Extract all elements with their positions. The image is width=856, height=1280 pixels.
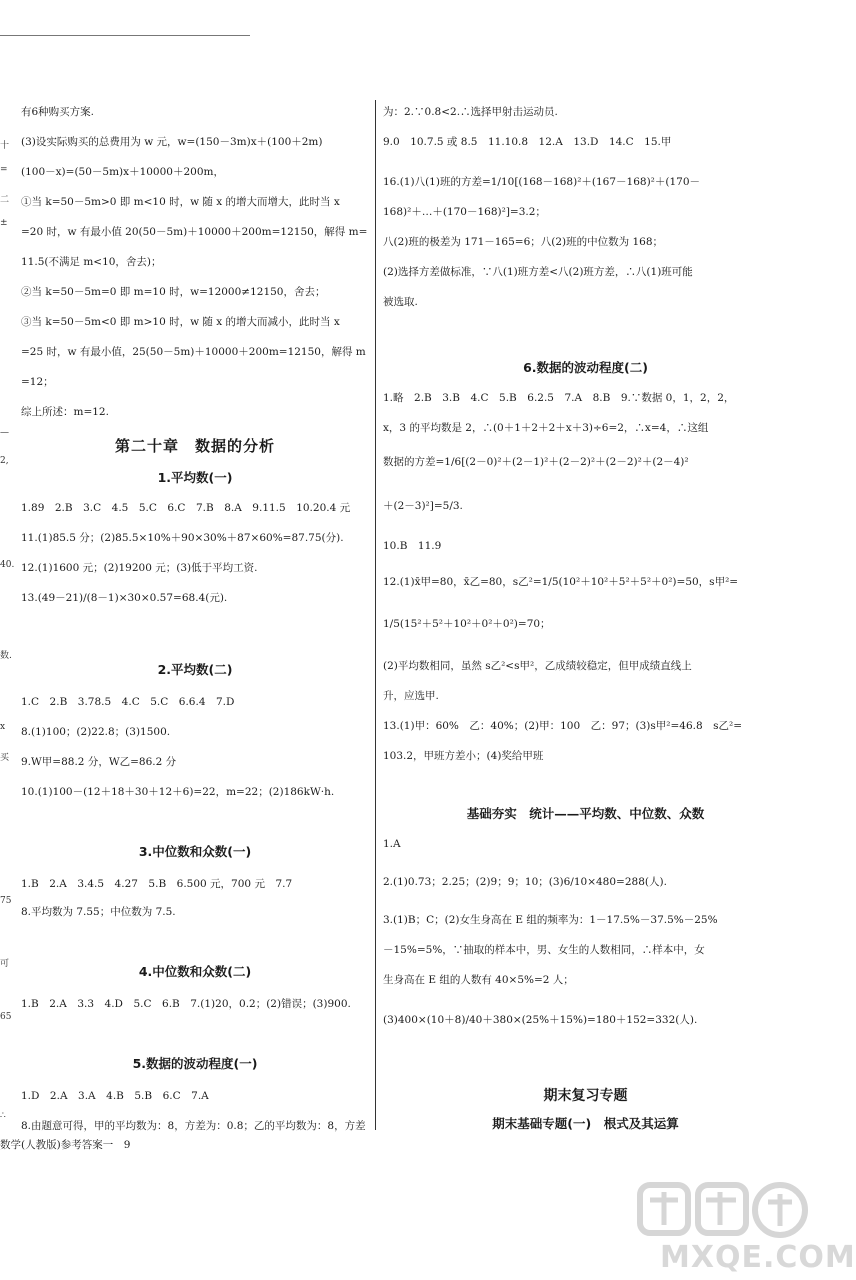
text-line: =25 时，w 有最小值，25(50－5m)＋10000＋200m=12150，解得 m (21, 346, 366, 358)
text-line: 为：2.∵0.8<2.∴选择甲射击运动员. (383, 106, 558, 118)
watermark-text: MXQE.COM (660, 1240, 856, 1275)
section-heading: 2.平均数(二) (157, 662, 233, 677)
text-line: =12； (21, 376, 54, 388)
section-heading: 3.中位数和众数(一) (138, 844, 252, 859)
text-line: 1.B 2.A 3.4.5 4.27 5.B 6.500 元，700 元 7.7 (21, 878, 293, 890)
text-line: 2.(1)0.73；2.25；(2)9；9；10；(3)6/10×480=288(人). (383, 876, 667, 888)
text-line: 11.(1)85.5 分；(2)85.5×10%＋90×30%＋87×60%=87.75(分). (21, 532, 344, 544)
text-line: 12.(1)x̄甲=80，x̄乙=80，s乙²=1/5(10²＋10²＋5²＋5²＋0²)=50，s甲²= (383, 576, 739, 588)
text-line: 八(2)班的极差为 171－165=6；八(2)班的中位数为 168； (383, 236, 664, 248)
margin-fragment: 65 (0, 1012, 12, 1022)
text-line: ②当 k=50－5m=0 即 m=10 时，w=12000≠12150，舍去； (21, 286, 326, 298)
review-title: 期末复习专题 (543, 1088, 628, 1104)
section-heading: 5.数据的波动程度(一) (132, 1056, 258, 1071)
text-line: 10.B 11.9 (383, 540, 442, 552)
text-line: 8.由题意可得，甲的平均数为：8，方差为：0.8；乙的平均数为：8，方差 (21, 1120, 366, 1132)
margin-fragment: 买 (0, 753, 10, 763)
text-line: ＋(2－3)²]=5/3. (383, 500, 463, 512)
text-line: 8.(1)100；(2)22.8；(3)1500. (21, 726, 171, 738)
text-line: 10.(1)100－(12＋18＋30＋12＋6)=22，m=22；(2)186kW·h. (21, 786, 335, 798)
text-line: (2)选择方差做标准，∵八(1)班方差<八(2)班方差，∴八(1)班可能 (383, 266, 693, 278)
text-line: 9.W甲=88.2 分，W乙=86.2 分 (21, 756, 177, 768)
text-line: 升，应选甲. (383, 690, 439, 702)
text-line: 1.D 2.A 3.A 4.B 5.B 6.C 7.A (21, 1090, 209, 1102)
text-line: =20 时，w 有最小值 20(50－5m)＋10000＋200m=12150，解得 m= (21, 226, 368, 238)
text-line: 8.平均数为 7.55；中位数为 7.5. (21, 906, 176, 918)
column-divider (375, 100, 376, 1130)
text-line: (2)平均数相同，虽然 s乙²<s甲²，乙成绩较稳定，但甲成绩直线上 (383, 660, 692, 672)
text-line: 11.5(不满足 m<10，舍去)； (21, 256, 162, 268)
text-line: 13.(1)甲：60% 乙：40%；(2)甲：100 乙：97；(3)s甲²=46.8 s乙²= (383, 720, 743, 732)
section-heading: 基础夯实 统计——平均数、中位数、众数 (466, 806, 705, 821)
text-line: 数据的方差=1/6[(2－0)²＋(2－1)²＋(2－2)²＋(2－2)²＋(2－4)² (383, 456, 689, 468)
text-line: (100－x)=(50－5m)x＋10000＋200m， (21, 166, 224, 178)
text-line: 1.略 2.B 3.B 4.C 5.B 6.2.5 7.A 8.B 9.∵数据 0，1，2，2， (383, 392, 735, 404)
text-line: 13.(49－21)/(8－1)×30×0.57=68.4(元). (21, 592, 228, 604)
margin-fragment: — (0, 428, 9, 438)
text-line: 综上所述：m=12. (21, 406, 109, 418)
chapter-title: 第二十章 数据的分析 (114, 437, 275, 455)
margin-fragment: 40. (0, 560, 15, 570)
text-line: 1.89 2.B 3.C 4.5 5.C 6.C 7.B 8.A 9.11.5 10.20.4 元 (21, 502, 351, 514)
text-line: －15%=5%，∵抽取的样本中，男、女生的人数相同，∴样本中，女 (383, 944, 705, 956)
section-heading: 1.平均数(一) (157, 470, 233, 485)
top-rule (0, 35, 250, 36)
text-line: ③当 k=50－5m<0 即 m>10 时，w 随 x 的增大而减小，此时当 x (21, 316, 340, 328)
margin-fragment: = (0, 165, 8, 175)
text-line: 9.0 10.7.5 或 8.5 11.10.8 12.A 13.D 14.C 15.甲 (383, 136, 672, 148)
text-line: 被选取. (383, 296, 418, 308)
text-line: 1/5(15²＋5²＋10²＋0²＋0²)=70； (383, 618, 551, 630)
margin-fragment: 二 (0, 195, 10, 205)
margin-fragment: x (0, 722, 6, 732)
text-line: x，3 的平均数是 2，∴(0＋1＋2＋2＋x＋3)÷6=2，∴x=4，∴这组 (383, 422, 709, 434)
margin-fragment: 75 (0, 896, 12, 906)
text-line: (3)400×(10＋8)/40＋380×(25%＋15%)=180＋152=332(人). (383, 1014, 698, 1026)
text-line: 有6种购买方案. (21, 106, 95, 118)
margin-fragment: ∴ (0, 1111, 6, 1121)
text-line: 168)²＋…＋(170－168)²]=3.2； (383, 206, 546, 218)
text-line: 1.A (383, 838, 401, 850)
margin-fragment: 可 (0, 959, 10, 969)
text-line: 12.(1)1600 元；(2)19200 元；(3)低于平均工资. (21, 562, 258, 574)
section-heading: 期末基础专题(一) 根式及其运算 (492, 1116, 679, 1131)
text-line: 16.(1)八(1)班的方差=1/10[(168－168)²＋(167－168)²＋(170－ (383, 176, 701, 188)
text-line: 3.(1)B；C；(2)女生身高在 E 组的频率为：1－17.5%－37.5%－25% (383, 914, 718, 926)
text-line: 103.2，甲班方差小；(4)奖给甲班 (383, 750, 544, 762)
margin-fragment: ± (0, 218, 8, 228)
margin-fragment: 十 (0, 141, 10, 151)
text-line: 1.C 2.B 3.78.5 4.C 5.C 6.6.4 7.D (21, 696, 235, 708)
margin-fragment: 2, (0, 456, 9, 466)
text-line: 生身高在 E 组的人数有 40×5%=2 人； (383, 974, 574, 986)
margin-fragment: 数. (0, 651, 12, 661)
section-heading: 6.数据的波动程度(二) (523, 360, 648, 375)
page-footer: 数学(人教版)参考答案一 9 (0, 1139, 131, 1151)
text-line: (3)设实际购买的总费用为 w 元，w=(150－3m)x＋(100＋2m) (21, 136, 323, 148)
text-line: 1.B 2.A 3.3 4.D 5.C 6.B 7.(1)20，0.2；(2)错误；(3)900. (21, 998, 351, 1010)
section-heading: 4.中位数和众数(二) (138, 964, 252, 979)
text-line: ①当 k=50－5m>0 即 m<10 时，w 随 x 的增大而增大，此时当 x (21, 196, 340, 208)
